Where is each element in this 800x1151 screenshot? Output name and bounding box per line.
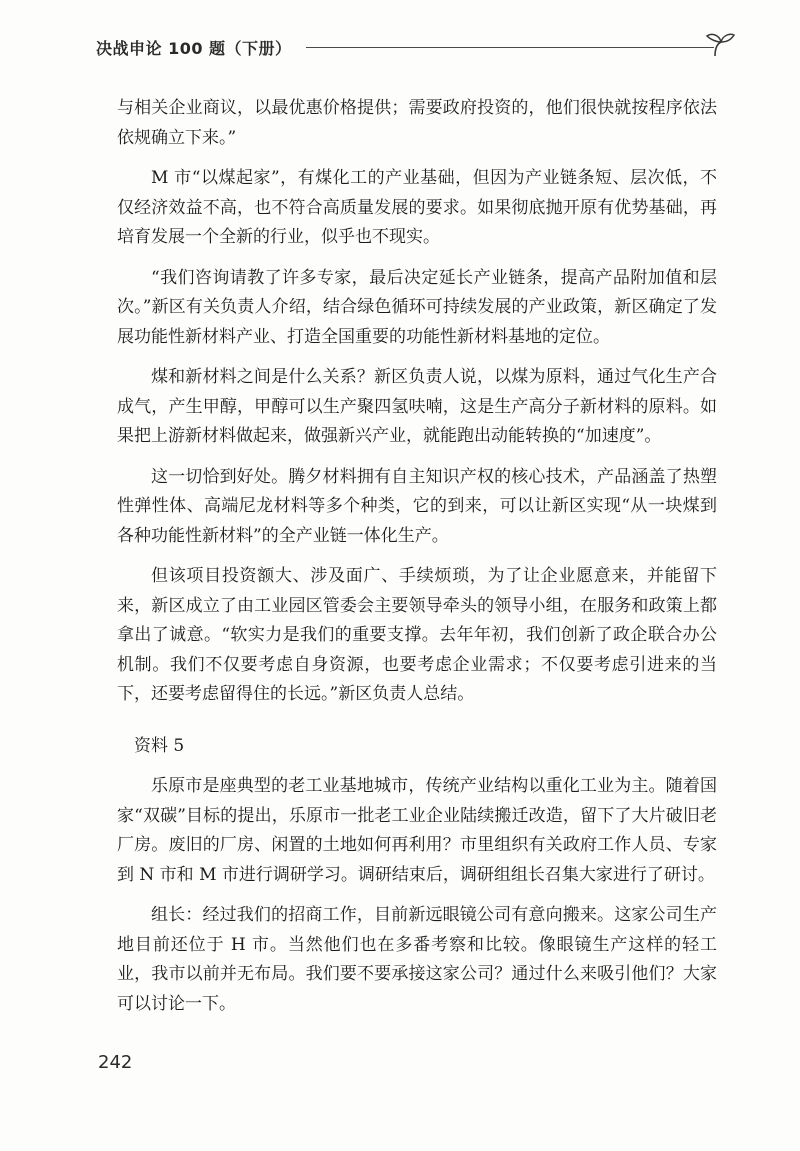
paragraph: M 市“以煤起家”，有煤化工的产业基础，但因为产业链条短、层次低，不仅经济效益不高，也不符合高质量发展的要求。如果彻底抛开原有优势基础，再培育发展一个全新的行业，似乎也不现实。 — [117, 168, 717, 247]
paragraph: 但该项目投资额大、涉及面广、手续烦琐，为了让企业愿意来，并能留下来，新区成立了由工业园区管委会主要领导牵头的领导小组，在服务和政策上都拿出了诚意。“软实力是我们的重要支撑。去年年初，我们创新了政企联合办公机制。我们不仅要考虑自身资源，也要考虑企业需求；不仅要考虑引进来的当下，还要考虑留得住的长远。”新区负责人总结。 — [117, 566, 717, 704]
paragraph: 乐原市是座典型的老工业基地城市，传统产业结构以重化工业为主。随着国家“双碳”目标的提出，乐原市一批老工业企业陆续搬迁改造，留下了大片破旧老厂房。废旧的厂房、闲置的土地如何再利用？市里组织有关政府工作人员、专家到 N 市和 M 市进行调研学习。调研结束后，调研组组长召集大家进行了研讨。 — [117, 776, 717, 885]
header-title: 决战申论 100 题（下册） — [96, 39, 292, 58]
paragraph: 组长：经过我们的招商工作，目前新远眼镜公司有意向搬来。这家公司生产地目前还位于 H 市。当然他们也在多番考察和比较。像眼镜生产这样的轻工业，我市以前并无布局。我们要不要承接这家公司？通过什么来吸引他们？大家可以讨论一下。 — [117, 905, 717, 1014]
section-heading: 资料 5 — [134, 735, 185, 756]
paragraph: 这一切恰到好处。腾夕材料拥有自主知识产权的核心技术，产品涵盖了热塑性弹性体、高端尼龙材料等多个种类，它的到来，可以让新区实现“从一块煤到各种功能性新材料”的全产业链一体化生产。 — [117, 466, 717, 546]
body-text — [117, 94, 717, 1030]
paragraph: 与相关企业商议，以最优惠价格提供；需要政府投资的，他们很快就按程序依法依规确立下来。” — [117, 98, 717, 148]
paragraph: 煤和新材料之间是什么关系？新区负责人说，以煤为原料，通过气化生产合成气，产生甲醇，甲醇可以生产聚四氢呋喃，这是生产高分子新材料的原料。如果把上游新材料做起来，做强新兴产业，就能跑出动能转换的“加速度”。 — [117, 367, 717, 446]
running-header — [96, 34, 736, 66]
page-number: 242 — [98, 1052, 133, 1073]
header-rule — [306, 47, 714, 48]
sprout-icon — [701, 30, 737, 58]
paragraph: “我们咨询请教了许多专家，最后决定延长产业链条，提高产品附加值和层次。”新区有关负责人介绍，结合绿色循环可持续发展的产业政策，新区确定了发展功能性新材料产业、打造全国重要的功能性新材料基地的定位。 — [117, 267, 717, 347]
